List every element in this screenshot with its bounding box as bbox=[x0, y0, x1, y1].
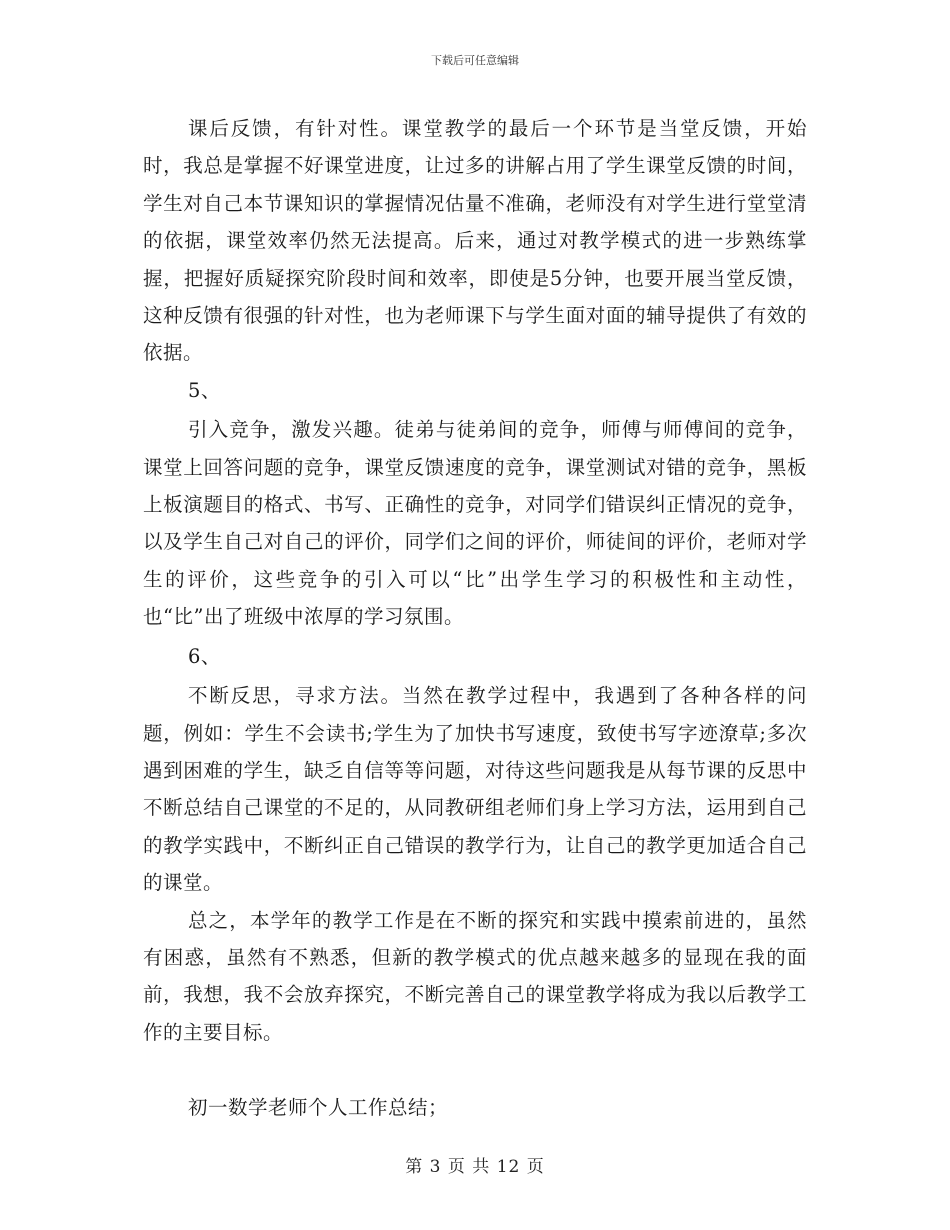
next-section-title: 初一数学老师个人工作总结； bbox=[188, 1096, 449, 1120]
item-number-5: 5、 bbox=[188, 378, 221, 402]
paragraph-competition: 引入竞争，激发兴趣。徒弟与徒弟间的竞争，师傅与师傅间的竞争，课堂上回答问题的竞争，课堂反馈速度的竞争，课堂测试对错的竞争，黑板上板演题目的格式、书写、正确性的竞争，对同学们错误纠正情况的竞争，以及学生自己对自己的评价，同学们之间的评价，师徒间的评价，老师对学生的评价，这些竞争的引入可以“比”出学生学习的积极性和主动性，也“比”出了班级中浓厚的学习氛围。 bbox=[143, 418, 807, 629]
paragraph-feedback: 课后反馈，有针对性。课堂教学的最后一个环节是当堂反馈，开始时，我总是掌握不好课堂进度，让过多的讲解占用了学生课堂反馈的时间，学生对自己本节课知识的掌握情况估量不准确，老师没有对学生进行堂堂清的依据，课堂效率仍然无法提高。后来，通过对教学模式的进一步熟练掌握，把握好质疑探究阶段时间和效率，即使是5分钟，也要开展当堂反馈，这种反馈有很强的针对性，也为老师课下与学生面对面的辅导提供了有效的依据。 bbox=[143, 117, 807, 365]
page-number: 第 3 页 共 12 页 bbox=[405, 1157, 545, 1177]
header-note: 下载后可任意编辑 bbox=[431, 54, 519, 67]
item-number-6: 6、 bbox=[188, 644, 221, 668]
paragraph-reflection: 不断反思，寻求方法。当然在教学过程中，我遇到了各种各样的问题，例如：学生不会读书;学生为了加快书写速度，致使书写字迹潦草;多次遇到困难的学生，缺乏自信等等问题，对待这些问题我是从每节课的反思中不断总结自己课堂的不足的，从同教研组老师们身上学习方法，运用到自己的教学实践中，不断纠正自己错误的教学行为，让自己的教学更加适合自己的课堂。 bbox=[143, 684, 807, 895]
document-body bbox=[143, 110, 807, 1127]
paragraph-conclusion: 总之，本学年的教学工作是在不断的探究和实践中摸索前进的，虽然有困惑，虽然有不熟悉，但新的教学模式的优点越来越多的显现在我的面前，我想，我不会放弃探究，不断完善自己的课堂教学将成为我以后教学工作的主要目标。 bbox=[143, 908, 807, 1044]
